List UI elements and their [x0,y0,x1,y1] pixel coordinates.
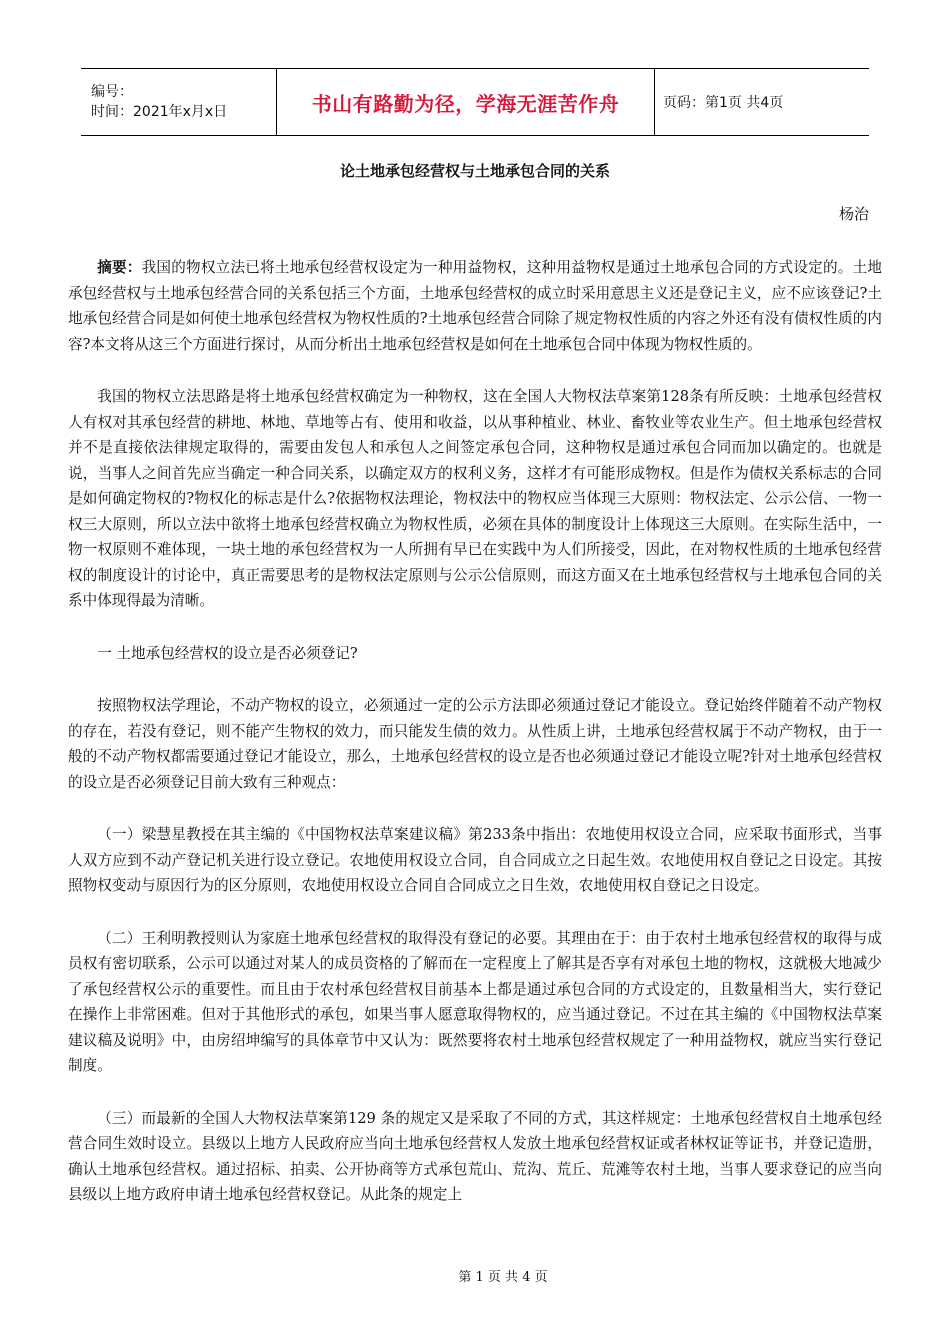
spacer [68,795,882,822]
body-paragraph-4: （二）王利明教授则认为家庭土地承包经营权的取得没有登记的必要。其理由在于：由于农村土地承包经营权的取得与成员权有密切联系，公示可以通过对某人的成员资格的了解而在一定程度上了解其是否享有对承包土地的物权，这就极大地减少了承包经营权公示的重要性。而且由于农村承包经营权目前基本上都是通过承包合同的方式设定的，且数量相当大，实行登记在操作上非常困难。但对于其他形式的承包，如果当事人愿意取得物权的，应当通过登记。不过在其主编的《中国物权法草案建议稿及说明》中，由房绍坤编写的具体章节中又认为：既然要将农村土地承包经营权规定了一种用益物权，就应当实行登记制度。 [68,929,882,1074]
spacer [68,357,882,384]
header-motto-cell [277,69,655,135]
header-page-label: 页码：第1页 共4页 [663,95,784,111]
body-paragraph-1: 我国的物权立法思路是将土地承包经营权确定为一种物权，这在全国人大物权法草案第128条有所反映：土地承包经营权人有权对其承包经营的耕地、林地、草地等占有、使用和收益，以从事种植业、林业、畜牧业等农业生产。但土地承包经营权并不是直接依法律规定取得的，需要由发包人和承包人之间签定承包合同，这种物权是通过承包合同而加以确定的。也就是说，当事人之间首先应当确定一种合同关系，以确定双方的权利义务，这样才有可能形成物权。但是作为债权关系标志的合同是如何确定物权的?物权化的标志是什么?依据物权法理论，物权法中的物权应当体现三大原则：物权法定、公示公信、一物一权三大原则，所以立法中欲将土地承包经营权确立为物权性质，必须在具体的制度设计上体现这三大原则。在实际生活中，一物一权原则不难体现，一块土地的承包经营权为一人所拥有早已在实践中为人们所接受，因此，在对物权性质的土地承包经营权的制度设计的讨论中，真正需要思考的是物权法定原则与公示公信原则，而这方面又在土地承包经营权与土地承包合同的关系中体现得最为清晰。 [68,388,882,609]
document-body [68,255,882,1208]
body-paragraph-5: （三）而最新的全国人大物权法草案第129 条的规定又是采取了不同的方式，其这样规定：土地承包经营权自土地承包经营合同生效时设立。县级以上地方人民政府应当向土地承包经营权人发放土地承包经营权证或者林权证等证书，并登记造册，确认土地承包经营权。通过招标、拍卖、公开协商等方式承包荒山、荒沟、荒丘、荒滩等农村土地，当事人要求登记的应当向县级以上地方政府申请土地承包经营权登记。从此条的规定上 [68,1109,882,1203]
abstract-label: 摘要： [97,259,142,276]
spacer [68,899,882,926]
spacer [68,666,882,693]
header-page-cell [655,69,869,135]
page-footer: 第 1 页 共 4 页 [458,1270,548,1285]
document-number-label: 编号： [91,84,133,100]
document-date-label: 时间：2021年x月x日 [91,104,228,120]
abstract-text: 我国的物权立法已将土地承包经营权设定为一种用益物权，这种用益物权是通过土地承包合同的方式设定的。土地承包经营权与土地承包经营合同的关系包括三个方面，土地承包经营权的成立时采用意思主义还是登记主义，应不应该登记?土地承包经营合同是如何使土地承包经营权为物权性质的?土地承包经营合同除了规定物权性质的内容之外还有没有债权性质的内容?本文将从这三个方面进行探讨，从而分析出土地承包经营权是如何在土地承包合同中体现为物权性质的。 [68,259,882,353]
section-heading-1: 一 土地承包经营权的设立是否必须登记? [97,644,358,662]
spacer [68,1079,882,1106]
header-meta [81,69,277,135]
header-motto: 书山有路勤为径，学海无涯苦作舟 [311,91,620,116]
spacer [68,614,882,641]
document-header [81,68,869,136]
body-paragraph-3: （一）梁慧星教授在其主编的《中国物权法草案建议稿》第233条中指出：农地使用权设立合同，应采取书面形式，当事人双方应到不动产登记机关进行设立登记。农地使用权设立合同，自合同成立之日起生效。农地使用权自登记之日设定。其按照物权变动与原因行为的区分原则，农地使用权设立合同自合同成立之日生效，农地使用权自登记之日设定。 [68,826,882,894]
document-author: 杨治 [838,205,869,223]
abstract-paragraph [68,255,882,357]
body-paragraph-2: 按照物权法学理论，不动产物权的设立，必须通过一定的公示方法即必须通过登记才能设立。登记始终伴随着不动产物权的存在，若没有登记，则不能产生物权的效力，而只能发生债的效力。从性质上讲，土地承包经营权属于不动产物权，由于一般的不动产物权都需要通过登记才能设立，那么，土地承包经营权的设立是否也必须通过登记才能设立呢?针对土地承包经营权的设立是否必须登记目前大致有三种观点： [68,697,882,791]
document-title: 论土地承包经营权与土地承包合同的关系 [339,162,610,180]
